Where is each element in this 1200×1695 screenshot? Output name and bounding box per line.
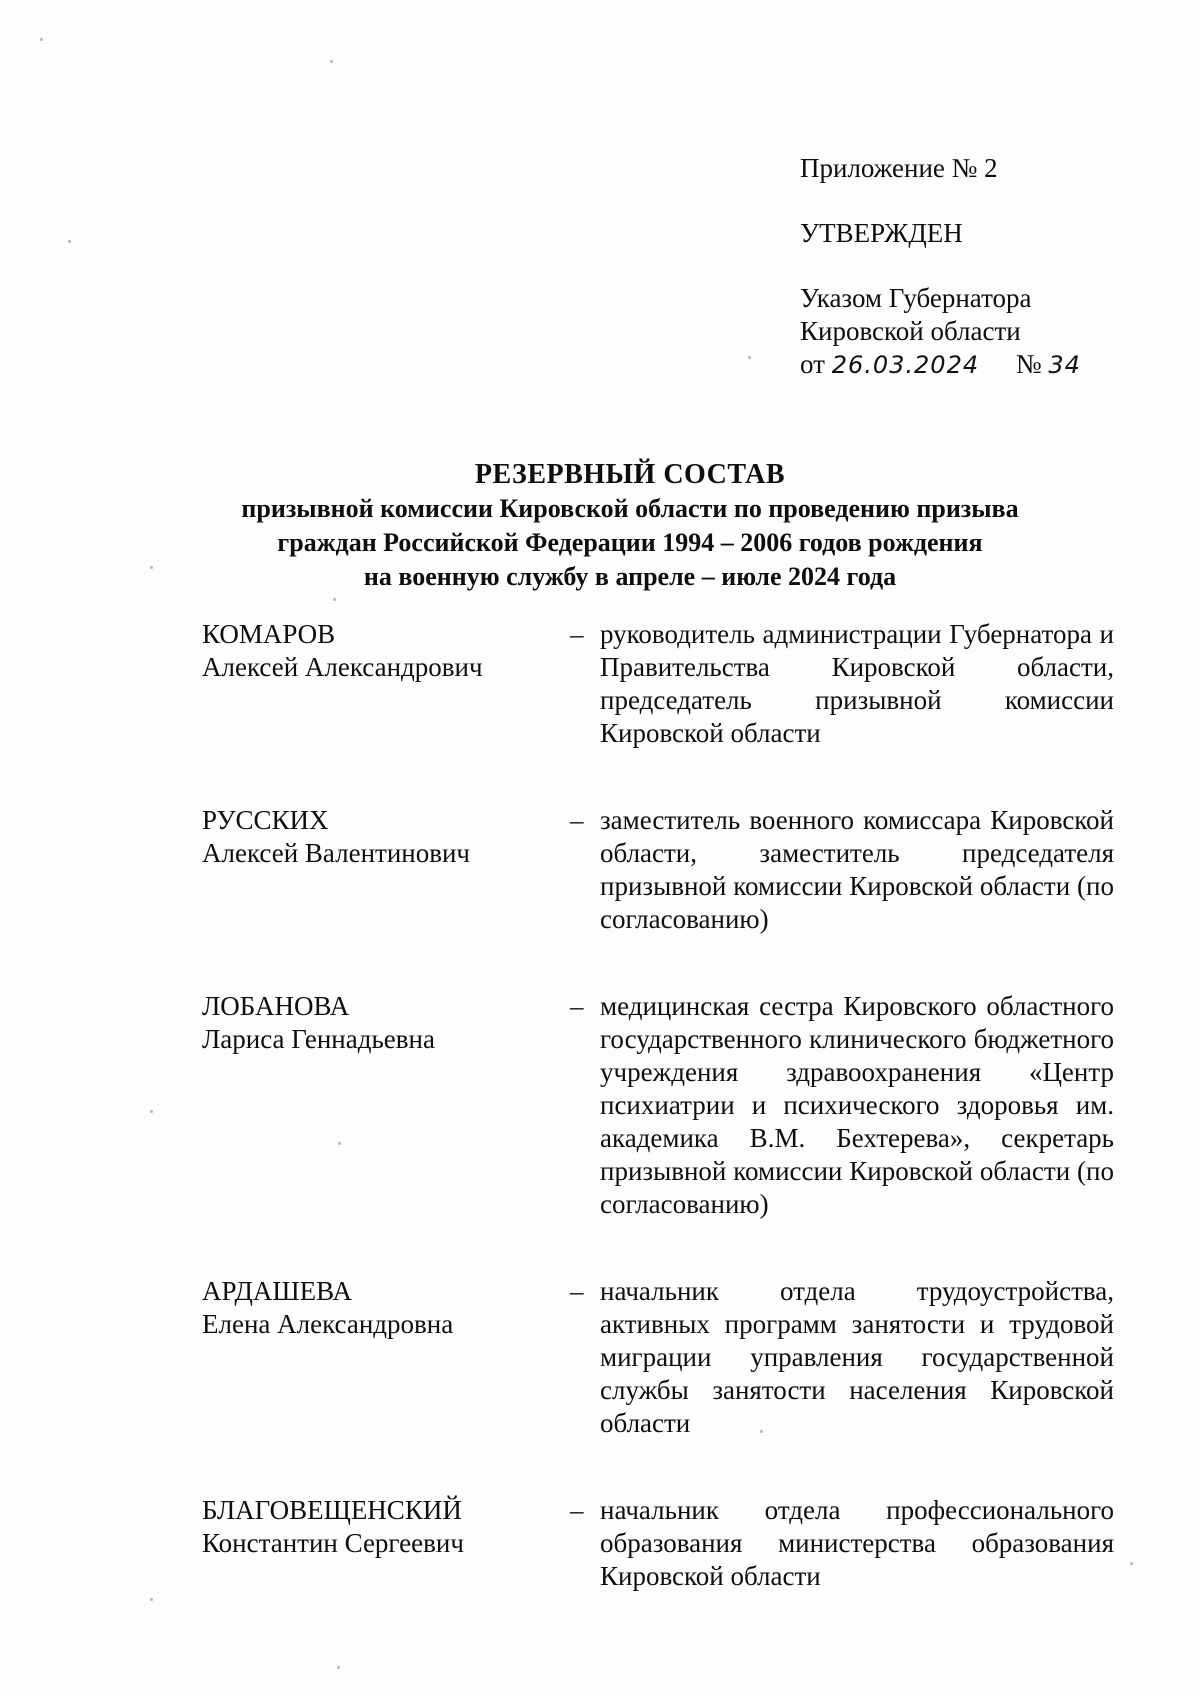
member-name [202, 1275, 570, 1440]
scan-speck [330, 60, 333, 63]
title-line-1: призывной комиссии Кировской области по проведению призыва [241, 494, 1019, 523]
member-name [202, 804, 570, 936]
date-prefix: от [800, 349, 825, 379]
member-surname: РУССКИХ [202, 805, 329, 835]
member-dash: – [570, 805, 584, 835]
handwritten-number: 34 [1048, 351, 1081, 379]
title-main: РЕЗЕРВНЫЙ СОСТАВ [474, 459, 786, 490]
scan-speck [333, 598, 336, 601]
member-role: руководитель администрации Губернатора и Правительства Кировской области, председатель призывной комиссии Кировской области [600, 619, 1114, 748]
member-surname: АРДАШЕВА [202, 1276, 352, 1306]
member-entry [202, 1494, 1120, 1593]
number-prefix: № [1015, 349, 1042, 379]
member-dash: – [570, 1495, 584, 1525]
member-surname: КОМАРОВ [202, 619, 336, 649]
member-role: медицинская сестра Кировского областного государственного клинического бюджетного учреждения здравоохранения «Центр психиатрии и психического здоровья им. академика В.М. Бехтерева», секретарь призывной комиссии Кировской области (по согласованию) [600, 991, 1114, 1219]
member-surname: БЛАГОВЕЩЕНСКИЙ [202, 1495, 462, 1525]
scan-speck [748, 356, 751, 359]
member-name [202, 618, 570, 750]
appendix-label: Приложение № 2 [800, 153, 998, 183]
member-entry [202, 618, 1120, 750]
member-entry [202, 1275, 1120, 1440]
document-title [150, 458, 1110, 594]
member-dash: – [570, 1276, 584, 1306]
decree-line-1: Указом Губернатора [800, 283, 1032, 313]
member-entry [202, 804, 1120, 936]
member-given-name: Алексей Валентинович [202, 838, 471, 868]
title-line-3: на военную службу в апреле – июле 2024 года [363, 562, 897, 591]
member-name [202, 990, 570, 1221]
handwritten-date: 26.03.2024 [831, 351, 980, 379]
approval-block [800, 152, 1140, 382]
scan-speck [1130, 1562, 1133, 1565]
member-given-name: Константин Сергеевич [202, 1528, 464, 1558]
member-role: начальник отдела трудоустройства, активных программ занятости и трудовой миграции управления государственной службы занятости населения Кировской области [600, 1276, 1114, 1438]
decree-date-line [800, 348, 1140, 382]
members-list [202, 618, 1120, 1593]
member-given-name: Алексей Александрович [202, 652, 483, 682]
member-role: начальник отдела профессионального образования министерства образования Кировской области [600, 1495, 1114, 1591]
scan-speck [150, 1598, 153, 1601]
member-name [202, 1494, 570, 1593]
member-dash: – [570, 991, 584, 1021]
scan-speck [68, 240, 71, 243]
member-surname: ЛОБАНОВА [202, 991, 350, 1021]
scan-speck [337, 1666, 340, 1669]
decree-line-2: Кировской области [800, 316, 1021, 346]
title-line-2: граждан Российской Федерации 1994 – 2006 годов рождения [277, 528, 983, 557]
member-given-name: Лариса Геннадьевна [202, 1024, 435, 1054]
member-role: заместитель военного комиссара Кировской области, заместитель председателя призывной комиссии Кировской области (по согласованию) [600, 805, 1114, 934]
member-entry [202, 990, 1120, 1221]
approved-label: УТВЕРЖДЕН [800, 218, 963, 248]
member-given-name: Елена Александровна [202, 1309, 454, 1339]
scan-speck [40, 38, 43, 41]
member-dash: – [570, 619, 584, 649]
scan-speck [150, 1110, 153, 1113]
